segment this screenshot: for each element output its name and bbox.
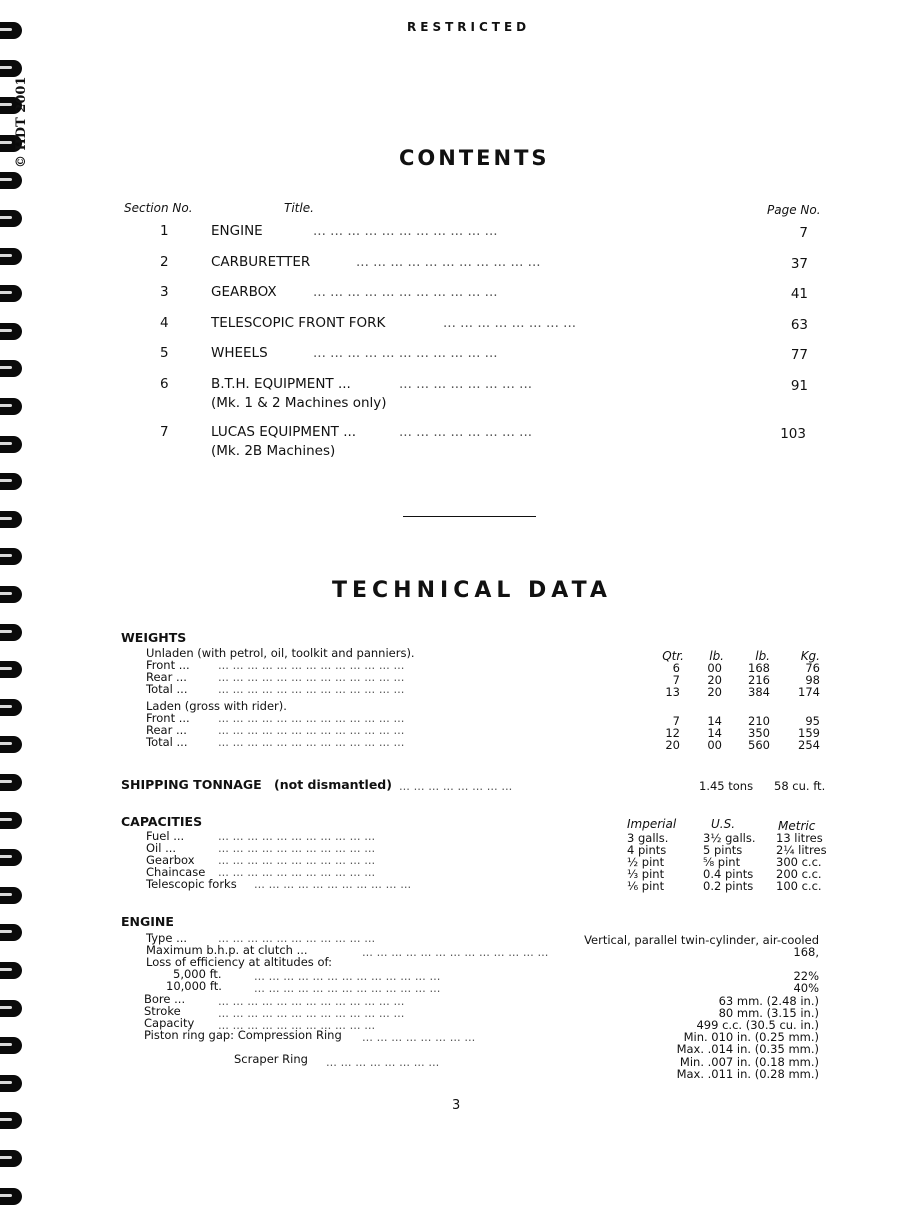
binding-coil xyxy=(0,586,22,603)
scraper-label: Scraper Ring xyxy=(234,1052,308,1066)
binding-coil xyxy=(0,1000,22,1017)
toc-title: CARBURETTER xyxy=(211,254,311,270)
toc-title: WHEELS xyxy=(211,345,268,361)
binding-coil xyxy=(0,1037,22,1054)
toc-leader: ... ... ... ... ... ... ... ... ... ... ... xyxy=(313,284,498,300)
row-leader: ... ... ... ... ... ... ... ... ... ... ... xyxy=(218,931,376,945)
binding-coil xyxy=(0,248,22,265)
shipping-heading: SHIPPING TONNAGE xyxy=(121,777,262,792)
capacities-col-imperial: Imperial xyxy=(627,817,677,831)
binding-coil xyxy=(0,285,22,302)
shipping-volume: 58 cu. ft. xyxy=(774,779,826,793)
toc-leader: ... ... ... ... ... ... ... ... ... ... ... xyxy=(356,254,541,270)
metric-value: 13 litres xyxy=(776,831,823,845)
binding-coil xyxy=(0,699,22,716)
lb-total-value: 216 xyxy=(748,673,770,687)
scraper-min: Min. .007 in. (0.18 mm.) xyxy=(679,1055,819,1069)
contents-title: CONTENTS xyxy=(399,146,550,170)
toc-page-no: 91 xyxy=(790,378,808,394)
toc-leader: ... ... ... ... ... ... ... ... xyxy=(399,424,533,440)
page-number: 3 xyxy=(452,1098,461,1113)
toc-title: GEARBOX xyxy=(211,284,277,300)
lb-total-value: 350 xyxy=(748,726,770,740)
lb-total-value: 210 xyxy=(748,714,770,728)
toc-title: TELESCOPIC FRONT FORK xyxy=(211,315,386,331)
binding-coil xyxy=(0,210,22,227)
column-header-title: Title. xyxy=(284,201,314,215)
metric-value: 100 c.c. xyxy=(776,879,822,893)
binding-coil xyxy=(0,1075,22,1092)
row-leader: ... ... ... ... ... ... ... ... ... ... ... ... ... xyxy=(218,1006,405,1020)
row-label: Rear ... xyxy=(146,670,187,684)
scraper-max: Max. .011 in. (0.28 mm.) xyxy=(676,1067,819,1081)
weights-col-kg: Kg. xyxy=(800,649,820,663)
weights-col-lb-total: lb. xyxy=(755,649,770,663)
binding-coil xyxy=(0,962,22,979)
altitude-10000-value: 40% xyxy=(793,981,819,995)
toc-section-no: 2 xyxy=(160,254,169,270)
altitude-5000-label: 5,000 ft. xyxy=(173,967,222,981)
capacity-value: 499 c.c. (30.5 cu. in.) xyxy=(696,1018,819,1032)
row-leader: ... ... ... ... ... ... ... ... ... ... ... ... ... xyxy=(218,711,405,725)
lb-value: 14 xyxy=(707,714,722,728)
toc-page-no: 63 xyxy=(790,317,808,333)
column-header-section: Section No. xyxy=(124,201,193,215)
compression-min: Min. 010 in. (0.25 mm.) xyxy=(683,1030,819,1044)
binding-coil xyxy=(0,661,22,678)
row-leader: ... ... ... ... ... ... ... ... ... ... ... ... ... xyxy=(218,994,405,1008)
row-label: Front ... xyxy=(146,711,190,725)
column-header-page: Page No. xyxy=(767,203,821,217)
lb-total-value: 560 xyxy=(748,738,770,752)
qtr-value: 6 xyxy=(672,661,680,675)
ring-gap-label: Piston ring gap: Compression Ring xyxy=(144,1028,342,1042)
imperial-value: ½ pint xyxy=(627,855,665,869)
toc-page-no: 41 xyxy=(790,286,808,302)
lb-value: 20 xyxy=(707,673,722,687)
shipping-tons: 1.45 tons xyxy=(699,779,754,793)
row-leader: ... ... ... ... ... ... ... ... ... ... ... xyxy=(218,1018,376,1032)
toc-section-no: 7 xyxy=(160,424,169,440)
lb-value: 00 xyxy=(707,738,722,752)
toc-section-no: 5 xyxy=(160,345,169,361)
lb-value: 00 xyxy=(707,661,722,675)
imperial-value: ⅙ pint xyxy=(627,879,665,893)
lb-value: 14 xyxy=(707,726,722,740)
engine-heading: ENGINE xyxy=(121,914,174,929)
binding-coil xyxy=(0,1112,22,1129)
toc-page-no: 103 xyxy=(780,426,806,442)
bhp-value: 168, xyxy=(793,945,819,959)
row-leader: ... ... ... ... ... ... ... ... ... ... ... xyxy=(218,853,376,867)
binding-coil xyxy=(0,323,22,340)
stroke-value: 80 mm. (3.15 in.) xyxy=(718,1006,819,1020)
row-leader: ... ... ... ... ... ... ... ... ... ... ... ... ... xyxy=(218,670,405,684)
toc-subtitle: (Mk. 1 & 2 Machines only) xyxy=(211,395,387,411)
binding-coil xyxy=(0,172,22,189)
row-leader: ... ... ... ... ... ... ... ... ... ... ... xyxy=(218,841,376,855)
capacities-col-us: U.S. xyxy=(711,817,736,831)
toc-page-no: 7 xyxy=(799,225,808,241)
spiral-binding xyxy=(0,0,34,1212)
toc-leader: ... ... ... ... ... ... ... ... xyxy=(443,315,577,331)
binding-coil xyxy=(0,849,22,866)
toc-leader: ... ... ... ... ... ... ... ... ... ... ... xyxy=(313,223,498,239)
binding-coil xyxy=(0,398,22,415)
kg-value: 254 xyxy=(798,738,820,752)
imperial-value: ⅓ pint xyxy=(627,867,665,881)
engine-type-value: Vertical, parallel twin-cylinder, air-cooled xyxy=(584,933,819,947)
unladen-label: Unladen (with petrol, oil, toolkit and panniers). xyxy=(146,646,415,660)
laden-label: Laden (gross with rider). xyxy=(146,699,287,713)
altitude-10000-label: 10,000 ft. xyxy=(166,979,222,993)
toc-title: B.T.H. EQUIPMENT ... xyxy=(211,376,351,392)
us-value: 0.2 pints xyxy=(703,879,754,893)
kg-value: 76 xyxy=(805,661,820,675)
weights-col-lb: lb. xyxy=(709,649,724,663)
row-label: Gearbox xyxy=(146,853,195,867)
kg-value: 98 xyxy=(805,673,820,687)
capacities-heading: CAPACITIES xyxy=(121,814,203,829)
row-label: Chaincase xyxy=(146,865,206,879)
binding-coil xyxy=(0,1188,22,1205)
toc-section-no: 4 xyxy=(160,315,169,331)
compression-max: Max. .014 in. (0.35 mm.) xyxy=(676,1042,819,1056)
binding-coil xyxy=(0,22,22,39)
toc-section-no: 1 xyxy=(160,223,169,239)
bore-label: Bore ... xyxy=(144,992,186,1006)
lb-total-value: 168 xyxy=(748,661,770,675)
row-leader: ... ... ... ... ... ... ... ... ... ... ... ... ... xyxy=(218,723,405,737)
binding-coil xyxy=(0,774,22,791)
binding-coil xyxy=(0,887,22,904)
qtr-value: 7 xyxy=(672,673,680,687)
engine-type-label: Type ... xyxy=(146,931,188,945)
section-divider xyxy=(403,516,536,517)
row-leader: ... ... ... ... ... ... ... ... ... ... ... xyxy=(254,877,412,891)
efficiency-label: Loss of efficiency at altitudes of: xyxy=(146,955,333,969)
row-leader: ... ... ... ... ... ... ... ... ... ... ... ... ... xyxy=(254,981,441,995)
row-leader: ... ... ... ... ... ... ... ... ... ... ... xyxy=(218,865,376,879)
row-leader: ... ... ... ... ... ... ... ... xyxy=(362,1030,476,1044)
qtr-value: 20 xyxy=(665,738,680,752)
toc-page-no: 37 xyxy=(790,256,808,272)
row-label: Front ... xyxy=(146,658,190,672)
kg-value: 159 xyxy=(798,726,820,740)
binding-coil xyxy=(0,360,22,377)
metric-value: 2¼ litres xyxy=(776,843,827,857)
shipping-leader: ... ... ... ... ... ... ... ... xyxy=(399,779,513,793)
capacities-col-metric: Metric xyxy=(778,819,816,833)
weights-col-qtr: Qtr. xyxy=(662,649,684,663)
binding-coil xyxy=(0,1150,22,1167)
binding-coil xyxy=(0,436,22,453)
row-label: Telescopic forks xyxy=(146,877,237,891)
lb-total-value: 384 xyxy=(748,685,770,699)
toc-subtitle: (Mk. 2B Machines) xyxy=(211,443,336,459)
technical-data-title: TECHNICAL DATA xyxy=(332,578,612,603)
bhp-label: Maximum b.h.p. at clutch ... xyxy=(146,943,308,957)
us-value: 3½ galls. xyxy=(703,831,756,845)
toc-title: LUCAS EQUIPMENT ... xyxy=(211,424,357,440)
toc-page-no: 77 xyxy=(790,347,808,363)
binding-coil xyxy=(0,60,22,77)
qtr-value: 12 xyxy=(665,726,680,740)
qtr-value: 7 xyxy=(672,714,680,728)
binding-coil xyxy=(0,624,22,641)
classification-header: RESTRICTED xyxy=(407,20,531,34)
toc-title: ENGINE xyxy=(211,223,263,239)
row-label: Fuel ... xyxy=(146,829,185,843)
weights-heading: WEIGHTS xyxy=(121,630,187,645)
us-value: 0.4 pints xyxy=(703,867,754,881)
row-label: Rear ... xyxy=(146,723,187,737)
toc-leader: ... ... ... ... ... ... ... ... xyxy=(399,376,533,392)
capacity-label: Capacity xyxy=(144,1016,195,1030)
bore-value: 63 mm. (2.48 in.) xyxy=(718,994,819,1008)
kg-value: 174 xyxy=(798,685,820,699)
binding-coil xyxy=(0,511,22,528)
stroke-label: Stroke xyxy=(144,1004,181,1018)
row-label: Total ... xyxy=(146,682,188,696)
kg-value: 95 xyxy=(805,714,820,728)
binding-coil xyxy=(0,548,22,565)
row-label: Oil ... xyxy=(146,841,177,855)
imperial-value: 4 pints xyxy=(627,843,667,857)
row-leader: ... ... ... ... ... ... ... ... ... ... ... ... ... xyxy=(218,658,405,672)
copyright-watermark: © HDT 2001 xyxy=(14,76,29,168)
row-leader: ... ... ... ... ... ... ... ... ... ... ... ... ... xyxy=(218,682,405,696)
row-label: Total ... xyxy=(146,735,188,749)
row-leader: ... ... ... ... ... ... ... ... ... ... ... ... ... xyxy=(362,945,549,959)
us-value: 5 pints xyxy=(703,843,743,857)
row-leader: ... ... ... ... ... ... ... ... ... ... ... ... ... xyxy=(254,969,441,983)
metric-value: 200 c.c. xyxy=(776,867,822,881)
toc-section-no: 3 xyxy=(160,284,169,300)
metric-value: 300 c.c. xyxy=(776,855,822,869)
row-leader: ... ... ... ... ... ... ... ... xyxy=(326,1055,440,1069)
qtr-value: 13 xyxy=(665,685,680,699)
row-leader: ... ... ... ... ... ... ... ... ... ... ... ... ... xyxy=(218,735,405,749)
binding-coil xyxy=(0,736,22,753)
toc-leader: ... ... ... ... ... ... ... ... ... ... ... xyxy=(313,345,498,361)
lb-value: 20 xyxy=(707,685,722,699)
us-value: ⅝ pint xyxy=(703,855,741,869)
binding-coil xyxy=(0,924,22,941)
imperial-value: 3 galls. xyxy=(627,831,669,845)
altitude-5000-value: 22% xyxy=(793,969,819,983)
row-leader: ... ... ... ... ... ... ... ... ... ... ... xyxy=(218,829,376,843)
binding-coil xyxy=(0,812,22,829)
toc-section-no: 6 xyxy=(160,376,169,392)
shipping-note: (not dismantled) xyxy=(274,777,392,792)
binding-coil xyxy=(0,473,22,490)
